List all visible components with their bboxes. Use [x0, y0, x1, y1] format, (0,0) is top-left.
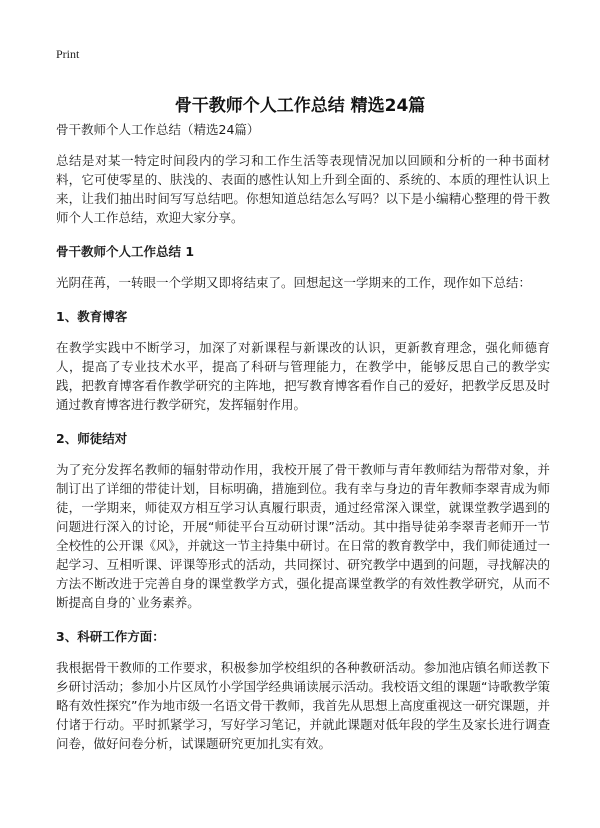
page-title: 骨干教师个人工作总结 精选24篇	[174, 96, 426, 117]
article-body	[56, 121, 550, 765]
section-intro-paragraph: 光阴荏苒，一转眼一个学期又即将结束了。回想起这一学期来的工作，现作如下总结：	[56, 275, 532, 290]
item-heading-mentorship: 2、师徒结对	[56, 431, 128, 446]
item-heading-blog: 1、教育博客	[56, 309, 128, 324]
section-heading: 骨干教师个人工作总结 1	[56, 244, 195, 259]
article-subtitle: 骨干教师个人工作总结（精选24篇）	[56, 122, 260, 137]
item-text-blog: 在教学实践中不断学习，加深了对新课程与新课改的认识，更新教育理念，强化师德育人，提高了专业技术水平，提高了科研与管理能力，在教学中，能够反思自己的教学实践，把教育博客看作教学研究的主阵地，把写教育博客看作自己的爱好，把教学反思及时通过教育博客进行教学研究，发挥辐射作用。	[56, 340, 550, 412]
intro-paragraph: 总结是对某一特定时间段内的学习和工作生活等表现情况加以回顾和分析的一种书面材料，它可使零星的、肤浅的、表面的感性认知上升到全面的、系统的、本质的理性认识上来，让我们抽出时间写写总结吧。你想知道总结怎么写吗？以下是小编精心整理的骨干教师个人工作总结，欢迎大家分享。	[56, 153, 550, 225]
item-heading-research: 3、科研工作方面：	[56, 629, 165, 644]
item-text-mentorship: 为了充分发挥名教师的辐射带动作用，我校开展了骨干教师与青年教师结为帮带对象，并制订出了详细的带徒计划，目标明确，措施到位。我有幸与身边的青年教师李翠青成为师徒，一学期来，师徒双方相互学习认真履行职责，通过经常深入课堂，就课堂教学遇到的问题进行深入的讨论，开展“师徒平台互动研讨课”活动。其中指导徒弟李翠青老师开一节全校性的公开课《风》，并就这一节主持集中研讨。在日常的教育教学中，我们师徒通过一起学习、互相听课、评课等形式的活动，共同探讨、研究教学中遇到的问题，寻找解决的方法不断改进于完善自身的课堂教学方式，强化提高课堂教学的有效性教学研究，从而不断提高自身的`业务素养。	[56, 462, 550, 610]
item-text-research: 我根据骨干教师的工作要求，积极参加学校组织的各种教研活动。参加池店镇名师送教下乡研讨活动；参加小片区凤竹小学国学经典诵读展示活动。我校语文组的课题“诗歌教学策略有效性探究”作为地市级一名语文骨干教师，我首先从思想上高度重视这一研究课题，并付诸于行动。平时抓紧学习，写好学习笔记，并就此课题对低年段的学生及家长进行调查问卷，做好问卷分析，试课题研究更加扎实有效。	[56, 660, 550, 751]
print-link[interactable]: Print	[56, 47, 80, 61]
